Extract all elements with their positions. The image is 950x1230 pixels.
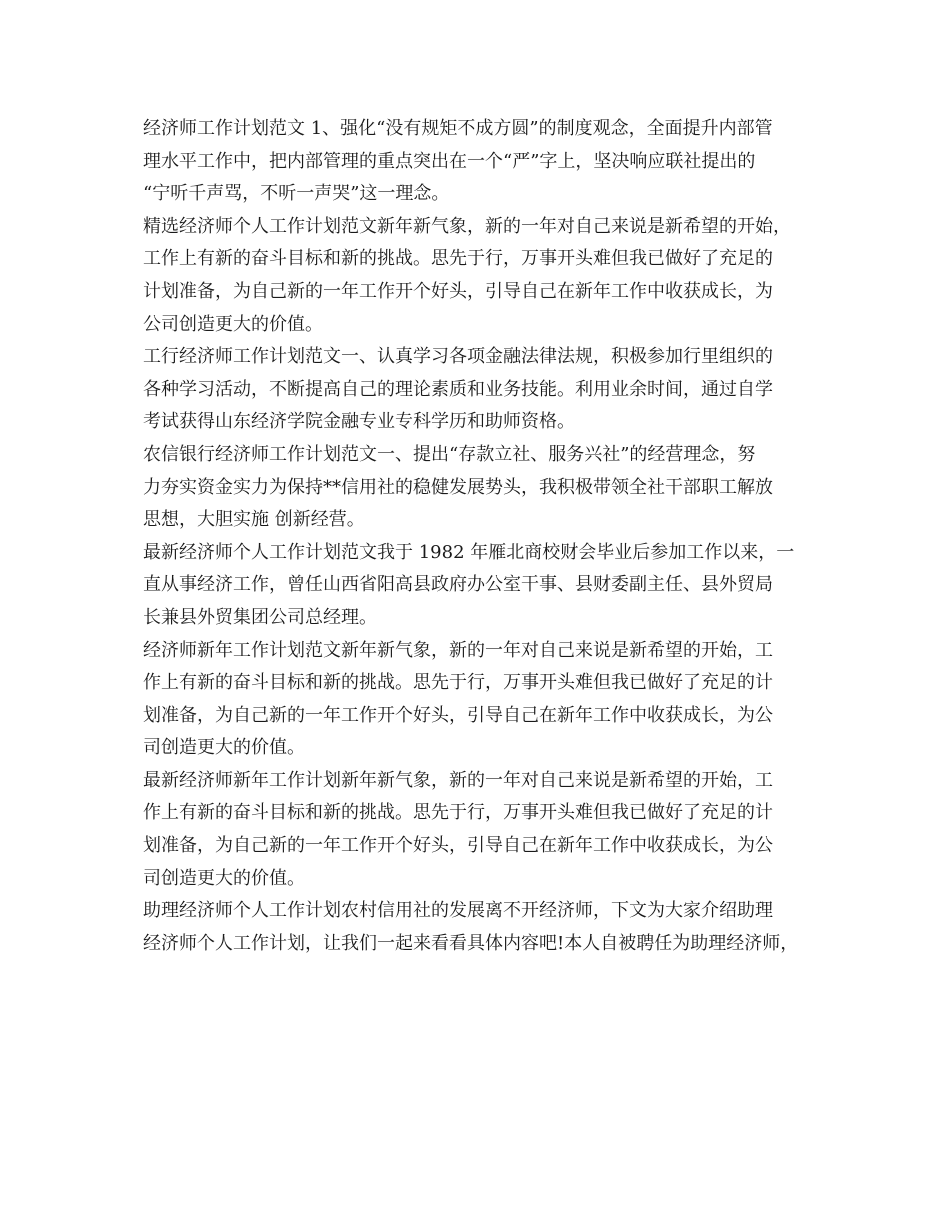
text-line: 作上有新的奋斗目标和新的挑战。思先于行，万事开头难但我已做好了充足的计 — [143, 802, 773, 824]
paragraph-1 — [143, 113, 823, 211]
text-line: 长兼县外贸集团公司总经理。 — [143, 606, 377, 628]
text-line: 各种学习活动，不断提高自己的理论素质和业务技能。利用业余时间，通过自学 — [143, 378, 773, 400]
paragraph-8 — [143, 895, 823, 960]
text-line: 司创造更大的价值。 — [143, 737, 305, 759]
paragraph-6 — [143, 635, 823, 765]
text-line: 经济师新年工作计划范文新年新气象，新的一年对自己来说是新希望的开始，工 — [143, 639, 773, 661]
text-line: 划准备，为自己新的一年工作开个好头，引导自己在新年工作中收获成长，为公 — [143, 704, 773, 726]
text-line: 助理经济师个人工作计划农村信用社的发展离不开经济师，下文为大家介绍助理 — [143, 900, 773, 922]
text-line: 司创造更大的价值。 — [143, 867, 305, 889]
text-line: 工行经济师工作计划范文一、认真学习各项金融法律法规，积极参加行里组织的 — [143, 346, 773, 368]
text-line: 精选经济师个人工作计划范文新年新气象，新的一年对自己来说是新希望的开始， — [143, 215, 791, 237]
paragraph-5 — [143, 537, 823, 635]
text-line: 理水平工作中，把内部管理的重点突出在一个“严”字上，坚决响应联社提出的 — [143, 150, 756, 172]
text-line: 经济师工作计划范文 1、强化“没有规矩不成方圆”的制度观念，全面提升内部管 — [143, 118, 773, 139]
text-line: 作上有新的奋斗目标和新的挑战。思先于行，万事开头难但我已做好了充足的计 — [143, 672, 773, 694]
text-line: 计划准备，为自己新的一年工作开个好头，引导自己在新年工作中收获成长，为 — [143, 280, 773, 302]
text-line: 工作上有新的奋斗目标和新的挑战。思先于行，万事开头难但我已做好了充足的 — [143, 248, 773, 270]
document-body — [143, 113, 823, 960]
text-line: 农信银行经济师工作计划范文一、提出“存款立社、服务兴社”的经营理念，努 — [143, 443, 756, 465]
text-line: 经济师个人工作计划，让我们一起来看看具体内容吧!本人自被聘任为助理经济师， — [143, 932, 799, 954]
paragraph-7 — [143, 765, 823, 895]
text-line: 考试获得山东经济学院金融专业专科学历和助师资格。 — [143, 411, 575, 433]
text-line: 最新经济师个人工作计划范文我于 1982 年雁北商校财会毕业后参加工作以来，一 — [143, 541, 795, 563]
paragraph-4 — [143, 439, 823, 537]
text-line: 力夯实资金实力为保持**信用社的稳健发展势头，我积极带领全社干部职工解放 — [143, 476, 773, 498]
paragraph-3 — [143, 341, 823, 439]
text-line: 直从事经济工作，曾任山西省阳高县政府办公室干事、县财委副主任、县外贸局 — [143, 574, 773, 596]
text-line: 划准备，为自己新的一年工作开个好头，引导自己在新年工作中收获成长，为公 — [143, 835, 773, 857]
text-line: 思想，大胆实施 创新经营。 — [143, 509, 365, 531]
text-line: “宁听千声骂，不听一声哭”这一理念。 — [143, 183, 450, 205]
paragraph-2 — [143, 211, 823, 341]
text-line: 公司创造更大的价值。 — [143, 313, 323, 335]
text-line: 最新经济师新年工作计划新年新气象，新的一年对自己来说是新希望的开始，工 — [143, 769, 773, 791]
